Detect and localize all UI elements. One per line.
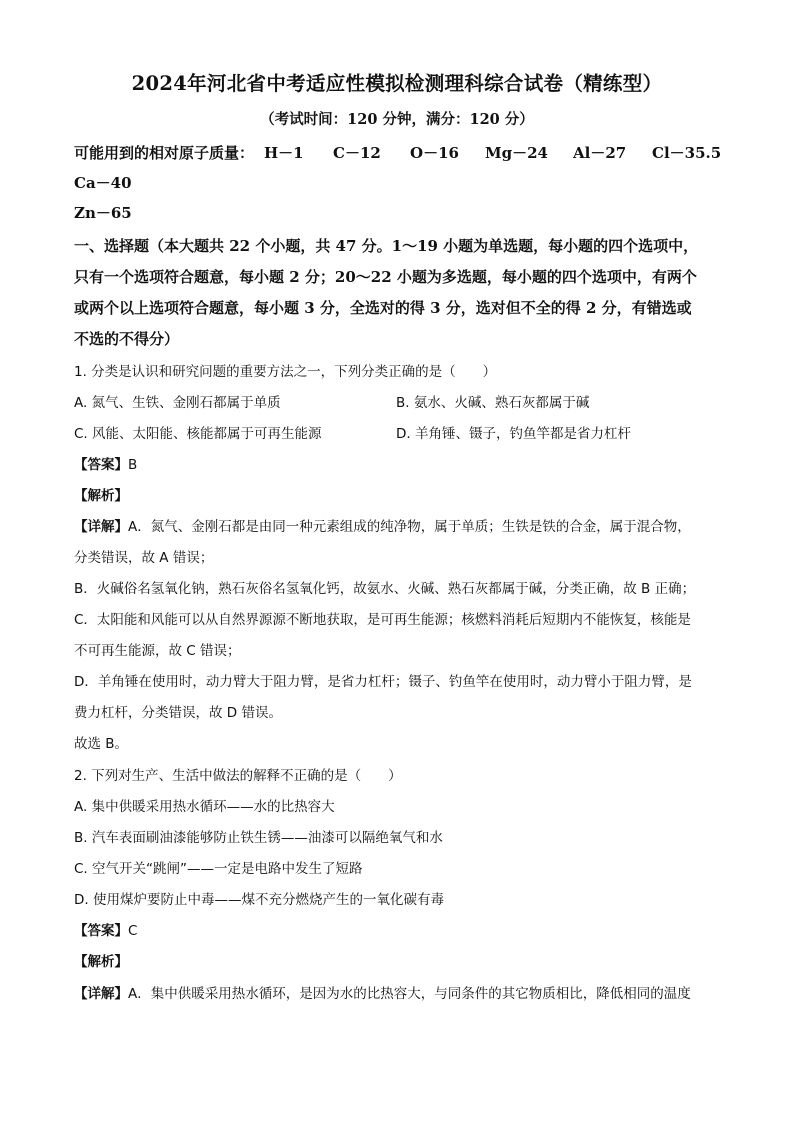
detail-tag: 【详解】 <box>74 519 128 535</box>
question-2-option-b: B. 汽车表面刷油漆能够防止铁生锈——油漆可以隔绝氧气和水 <box>74 830 443 846</box>
atomic-mass-mg: Mg－24 <box>485 144 548 162</box>
question-1-detail-3: B．火碱俗名氢氧化钠，熟石灰俗名氢氧化钙，故氨水、火碱、熟石灰都属于碱，分类正确，故 B 正确； <box>74 581 696 597</box>
answer-tag: 【答案】 <box>74 457 128 473</box>
detail-text: A．集中供暖采用热水循环，是因为水的比热容大，与同条件的其它物质相比，降低相同的温度 <box>128 986 691 1002</box>
question-1-option-b: B. 氨水、火碱、熟石灰都属于碱 <box>396 395 590 411</box>
question-2-answer <box>74 919 137 939</box>
answer-value: B <box>128 457 138 473</box>
atomic-mass-label: 可能用到的相对原子质量： <box>74 144 255 162</box>
question-2-option-c: C. 空气开关“跳闸”——一定是电路中发生了短路 <box>74 861 363 877</box>
detail-tag: 【详解】 <box>74 986 128 1002</box>
answer-tag: 【答案】 <box>74 923 128 939</box>
question-1-detail-5: 不可再生能源，故 C 错误； <box>74 643 241 659</box>
question-2-detail-1 <box>74 982 691 1002</box>
section-instructions-2: 只有一个选项符合题意，每小题 2 分；20～22 小题为多选题，每小题的四个选项中，有两个 <box>74 268 697 286</box>
question-1-detail-8: 故选 B。 <box>74 736 129 752</box>
atomic-mass-zn: Zn－65 <box>74 204 132 222</box>
question-1-detail-6: D．羊角锤在使用时，动力臂大于阻力臂，是省力杠杆；镊子、钓鱼竿在使用时，动力臂小于阻力臂，是 <box>74 674 692 690</box>
atomic-mass-o: O－16 <box>410 144 459 162</box>
atomic-mass-al: Al－27 <box>573 144 627 162</box>
question-1-option-a: A. 氮气、生铁、金刚石都属于单质 <box>74 395 281 411</box>
question-1-stem: 1. 分类是认识和研究问题的重要方法之一，下列分类正确的是（ ） <box>74 364 497 380</box>
question-1-detail-1 <box>74 515 691 535</box>
question-1-option-c: C. 风能、太阳能、核能都属于可再生能源 <box>74 426 322 442</box>
question-2-analysis-tag: 【解析】 <box>74 954 128 970</box>
answer-value: C <box>128 923 138 939</box>
atomic-mass-cl: Cl－35.5 <box>652 144 722 162</box>
exam-info: （考试时间：120 分钟，满分：120 分） <box>260 111 534 128</box>
question-1-detail-2: 分类错误，故 A 错误； <box>74 550 214 566</box>
question-2-option-d: D. 使用煤炉要防止中毒——煤不充分燃烧产生的一氧化碳有毒 <box>74 892 444 908</box>
question-1-detail-4: C．太阳能和风能可以从自然界源源不断地获取，是可再生能源；核燃料消耗后短期内不能恢复，核能是 <box>74 612 691 628</box>
question-2-stem: 2. 下列对生产、生活中做法的解释不正确的是（ ） <box>74 768 402 784</box>
detail-text: A．氮气、金刚石都是由同一种元素组成的纯净物，属于单质；生铁是铁的合金，属于混合物， <box>128 519 691 535</box>
section-instructions-1: 一、选择题（本大题共 22 个小题，共 47 分。1～19 小题为单选题，每小题的四个选项中， <box>74 237 699 255</box>
atomic-mass-h: H－1 <box>264 144 304 162</box>
question-1-option-d: D. 羊角锤、镊子，钓鱼竿都是省力杠杆 <box>396 426 631 442</box>
section-instructions-3: 或两个以上选项符合题意，每小题 3 分，全选对的得 3 分，选对但不全的得 2 分，有错选或 <box>74 299 692 317</box>
question-1-detail-7: 费力杠杆，分类错误，故 D 错误。 <box>74 705 282 721</box>
page-title: 2024年河北省中考适应性模拟检测理科综合试卷（精练型） <box>131 72 663 95</box>
atomic-mass-c: C－12 <box>333 144 381 162</box>
atomic-mass-ca: Ca－40 <box>74 174 132 192</box>
question-1-answer <box>74 453 137 473</box>
question-1-analysis-tag: 【解析】 <box>74 488 128 504</box>
question-2-option-a: A. 集中供暖采用热水循环——水的比热容大 <box>74 799 335 815</box>
section-instructions-4: 不选的不得分） <box>74 330 180 348</box>
